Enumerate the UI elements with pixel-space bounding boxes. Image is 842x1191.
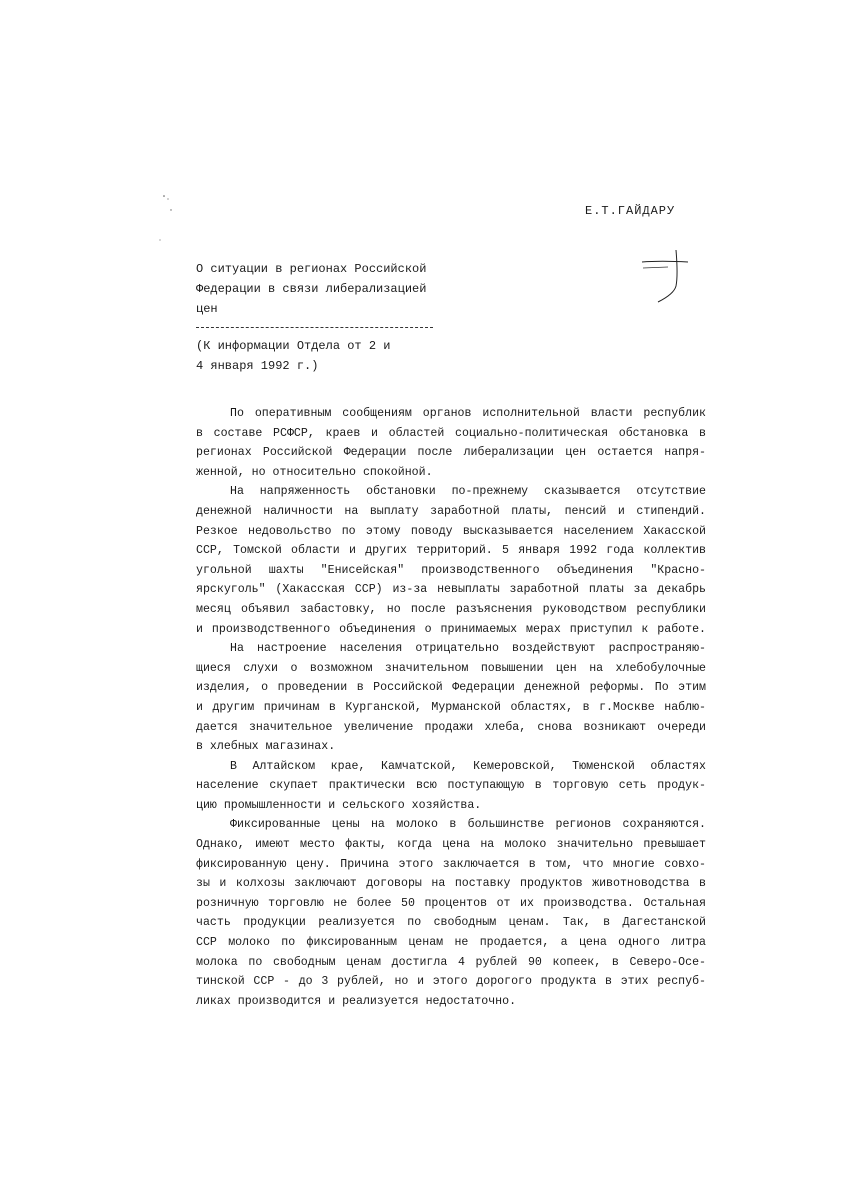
- body-line: часть продукции реализуется по свободным ценам. Так, в Дагестанской: [196, 916, 706, 930]
- body-line: На настроение населения отрицательно воздействуют распространяю-: [230, 642, 706, 656]
- subject-note: 4 января 1992 г.): [196, 359, 319, 373]
- body-line: По оперативным сообщениям органов исполнительной власти республик: [230, 407, 706, 420]
- body-line: ССР молоко по фиксированным ценам не продается, а цена одного литра: [196, 936, 706, 950]
- body-line: Однако, имеют место факты, когда цена на молоко значительно превышает: [196, 838, 706, 852]
- body-line: угольной шахты "Енисейская" производственного объединения "Красно-: [196, 563, 706, 577]
- subject-block: [196, 259, 456, 376]
- body-line: щиеся слухи о возможном значительном повышении цен на хлебобулочные: [196, 661, 706, 675]
- body-line: цию промышленности и сельского хозяйства.: [196, 798, 482, 812]
- body-line: молока по свободным ценам достигла 4 рублей 90 копеек, в Северо-Осе-: [196, 955, 706, 969]
- body-line: Фиксированные цены на молоко в большинстве регионов сохраняются.: [230, 818, 706, 832]
- body-line: население скупает практически всю поступающую в торговую сеть продук-: [196, 779, 706, 793]
- body-line: ярскуголь" (Хакасская ССР) из-за невыплаты заработной платы за декабрь: [196, 583, 706, 597]
- body-line: изделия, о проведении в Российской Федерации денежной реформы. По этим: [196, 681, 706, 695]
- body-line: женной, но относительно спокойной.: [196, 465, 433, 479]
- body-line: В Алтайском крае, Камчатской, Кемеровской, Тюменской областях: [230, 759, 706, 773]
- body-line: На напряженность обстановки по-прежнему сказывается отсутствие: [230, 485, 706, 499]
- body-line: фиксированную цену. Причина этого заключается в том, что многие совхо-: [196, 857, 706, 871]
- body-line: зы и колхозы заключают договоры на поставку продуктов животноводства в: [196, 877, 706, 891]
- scan-specks: [150, 190, 180, 250]
- divider-rule: [196, 327, 433, 328]
- subject-line: цен: [196, 302, 218, 316]
- body-line: денежной наличности на выплату заработной платы, пенсий и стипендий.: [196, 504, 706, 518]
- body-line: месяц объявил забастовку, но после разъяснения руководством республики: [196, 602, 706, 616]
- addressee: Е.Т.ГАЙДАРУ: [585, 204, 676, 218]
- subject-line: О ситуации в регионах Российской: [196, 262, 427, 276]
- body-line: Резкое недовольство по этому поводу высказывается населением Хакасской: [196, 524, 706, 538]
- body-line: ССР, Томской области и других территорий. 5 января 1992 года коллектив: [196, 544, 706, 558]
- body-line: в составе РСФСР, краев и областей социально-политическая обстановка в: [196, 426, 706, 440]
- body-line: дается значительное увеличение продажи хлеба, снова возникают очереди: [196, 720, 706, 734]
- document-body: [196, 404, 706, 1011]
- body-line: розничную торговлю не более 50 процентов от их производства. Остальная: [196, 896, 706, 910]
- handwritten-mark-icon: [640, 248, 690, 304]
- body-line: тинской ССР - до 3 рублей, но и этого дорогого продукта в этих респуб-: [196, 975, 706, 989]
- body-line: ликах производится и реализуется недостаточно.: [196, 994, 517, 1008]
- subject-line: Федерации в связи либерализацией: [196, 282, 427, 296]
- body-line: и другим причинам в Курганской, Мурманской областях, в г.Москве наблю-: [196, 700, 706, 714]
- body-line: регионах Российской Федерации после либерализации цен остается напря-: [196, 446, 706, 460]
- body-line: в хлебных магазинах.: [196, 740, 336, 754]
- body-line: и производственного объединения о принимаемых мерах приступил к работе.: [196, 622, 706, 636]
- subject-note: (К информации Отдела от 2 и: [196, 339, 391, 353]
